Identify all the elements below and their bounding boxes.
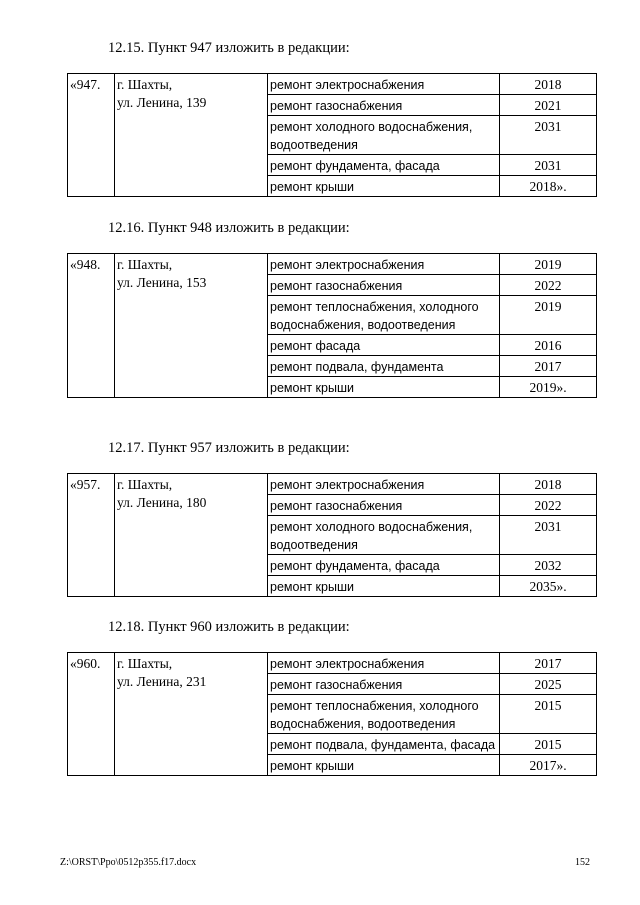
amendment-table [67, 73, 597, 197]
work-cell: ремонт холодного водоснабжения, водоотведения [268, 116, 500, 155]
year-cell: 2015 [500, 734, 597, 755]
amendment-table [67, 473, 597, 597]
address-street: ул. Ленина, 180 [117, 495, 207, 510]
section-heading: 12.15. Пункт 947 изложить в редакции: [108, 40, 350, 56]
work-cell: ремонт крыши [268, 377, 500, 398]
work-cell: ремонт электроснабжения [268, 254, 500, 275]
address-cell [115, 254, 268, 398]
work-cell: ремонт крыши [268, 176, 500, 197]
work-cell: ремонт крыши [268, 576, 500, 597]
address-cell [115, 653, 268, 776]
item-number: «957. [68, 474, 115, 597]
table-row [68, 474, 597, 495]
amendment-table [67, 253, 597, 398]
item-number: «948. [68, 254, 115, 398]
amendment-table [67, 652, 597, 776]
work-cell: ремонт электроснабжения [268, 474, 500, 495]
year-cell: 2019 [500, 254, 597, 275]
section-heading: 12.18. Пункт 960 изложить в редакции: [108, 619, 350, 635]
item-number: «947. [68, 74, 115, 197]
work-cell: ремонт электроснабжения [268, 653, 500, 674]
work-cell: ремонт фундамента, фасада [268, 555, 500, 576]
work-cell: ремонт крыши [268, 755, 500, 776]
year-cell: 2022 [500, 495, 597, 516]
year-cell: 2022 [500, 275, 597, 296]
section-heading: 12.17. Пункт 957 изложить в редакции: [108, 440, 350, 456]
table-row [68, 653, 597, 674]
section-heading: 12.16. Пункт 948 изложить в редакции: [108, 220, 350, 236]
year-cell: 2032 [500, 555, 597, 576]
address-street: ул. Ленина, 231 [117, 674, 207, 689]
year-cell: 2017 [500, 653, 597, 674]
year-cell: 2031 [500, 155, 597, 176]
address-city: г. Шахты, [117, 656, 173, 671]
table-row [68, 254, 597, 275]
address-city: г. Шахты, [117, 477, 173, 492]
year-cell: 2025 [500, 674, 597, 695]
year-cell: 2021 [500, 95, 597, 116]
address-street: ул. Ленина, 139 [117, 95, 207, 110]
address-cell [115, 74, 268, 197]
address-street: ул. Ленина, 153 [117, 275, 207, 290]
year-cell: 2031 [500, 116, 597, 155]
year-cell: 2031 [500, 516, 597, 555]
year-cell: 2018». [500, 176, 597, 197]
year-cell: 2019». [500, 377, 597, 398]
year-cell: 2035». [500, 576, 597, 597]
year-cell: 2018 [500, 74, 597, 95]
year-cell: 2019 [500, 296, 597, 335]
work-cell: ремонт теплоснабжения, холодного водоснабжения, водоотведения [268, 695, 500, 734]
work-cell: ремонт фундамента, фасада [268, 155, 500, 176]
address-city: г. Шахты, [117, 257, 173, 272]
table-row [68, 74, 597, 95]
work-cell: ремонт электроснабжения [268, 74, 500, 95]
work-cell: ремонт фасада [268, 335, 500, 356]
footer-file-path: Z:\ORST\Ppo\0512p355.f17.docx [60, 857, 197, 868]
work-cell: ремонт газоснабжения [268, 674, 500, 695]
address-cell [115, 474, 268, 597]
year-cell: 2015 [500, 695, 597, 734]
year-cell: 2018 [500, 474, 597, 495]
work-cell: ремонт подвала, фундамента [268, 356, 500, 377]
year-cell: 2017 [500, 356, 597, 377]
page-number: 152 [575, 857, 590, 868]
work-cell: ремонт газоснабжения [268, 495, 500, 516]
work-cell: ремонт холодного водоснабжения, водоотведения [268, 516, 500, 555]
address-city: г. Шахты, [117, 77, 173, 92]
work-cell: ремонт теплоснабжения, холодного водоснабжения, водоотведения [268, 296, 500, 335]
item-number: «960. [68, 653, 115, 776]
work-cell: ремонт подвала, фундамента, фасада [268, 734, 500, 755]
year-cell: 2016 [500, 335, 597, 356]
year-cell: 2017». [500, 755, 597, 776]
work-cell: ремонт газоснабжения [268, 275, 500, 296]
work-cell: ремонт газоснабжения [268, 95, 500, 116]
